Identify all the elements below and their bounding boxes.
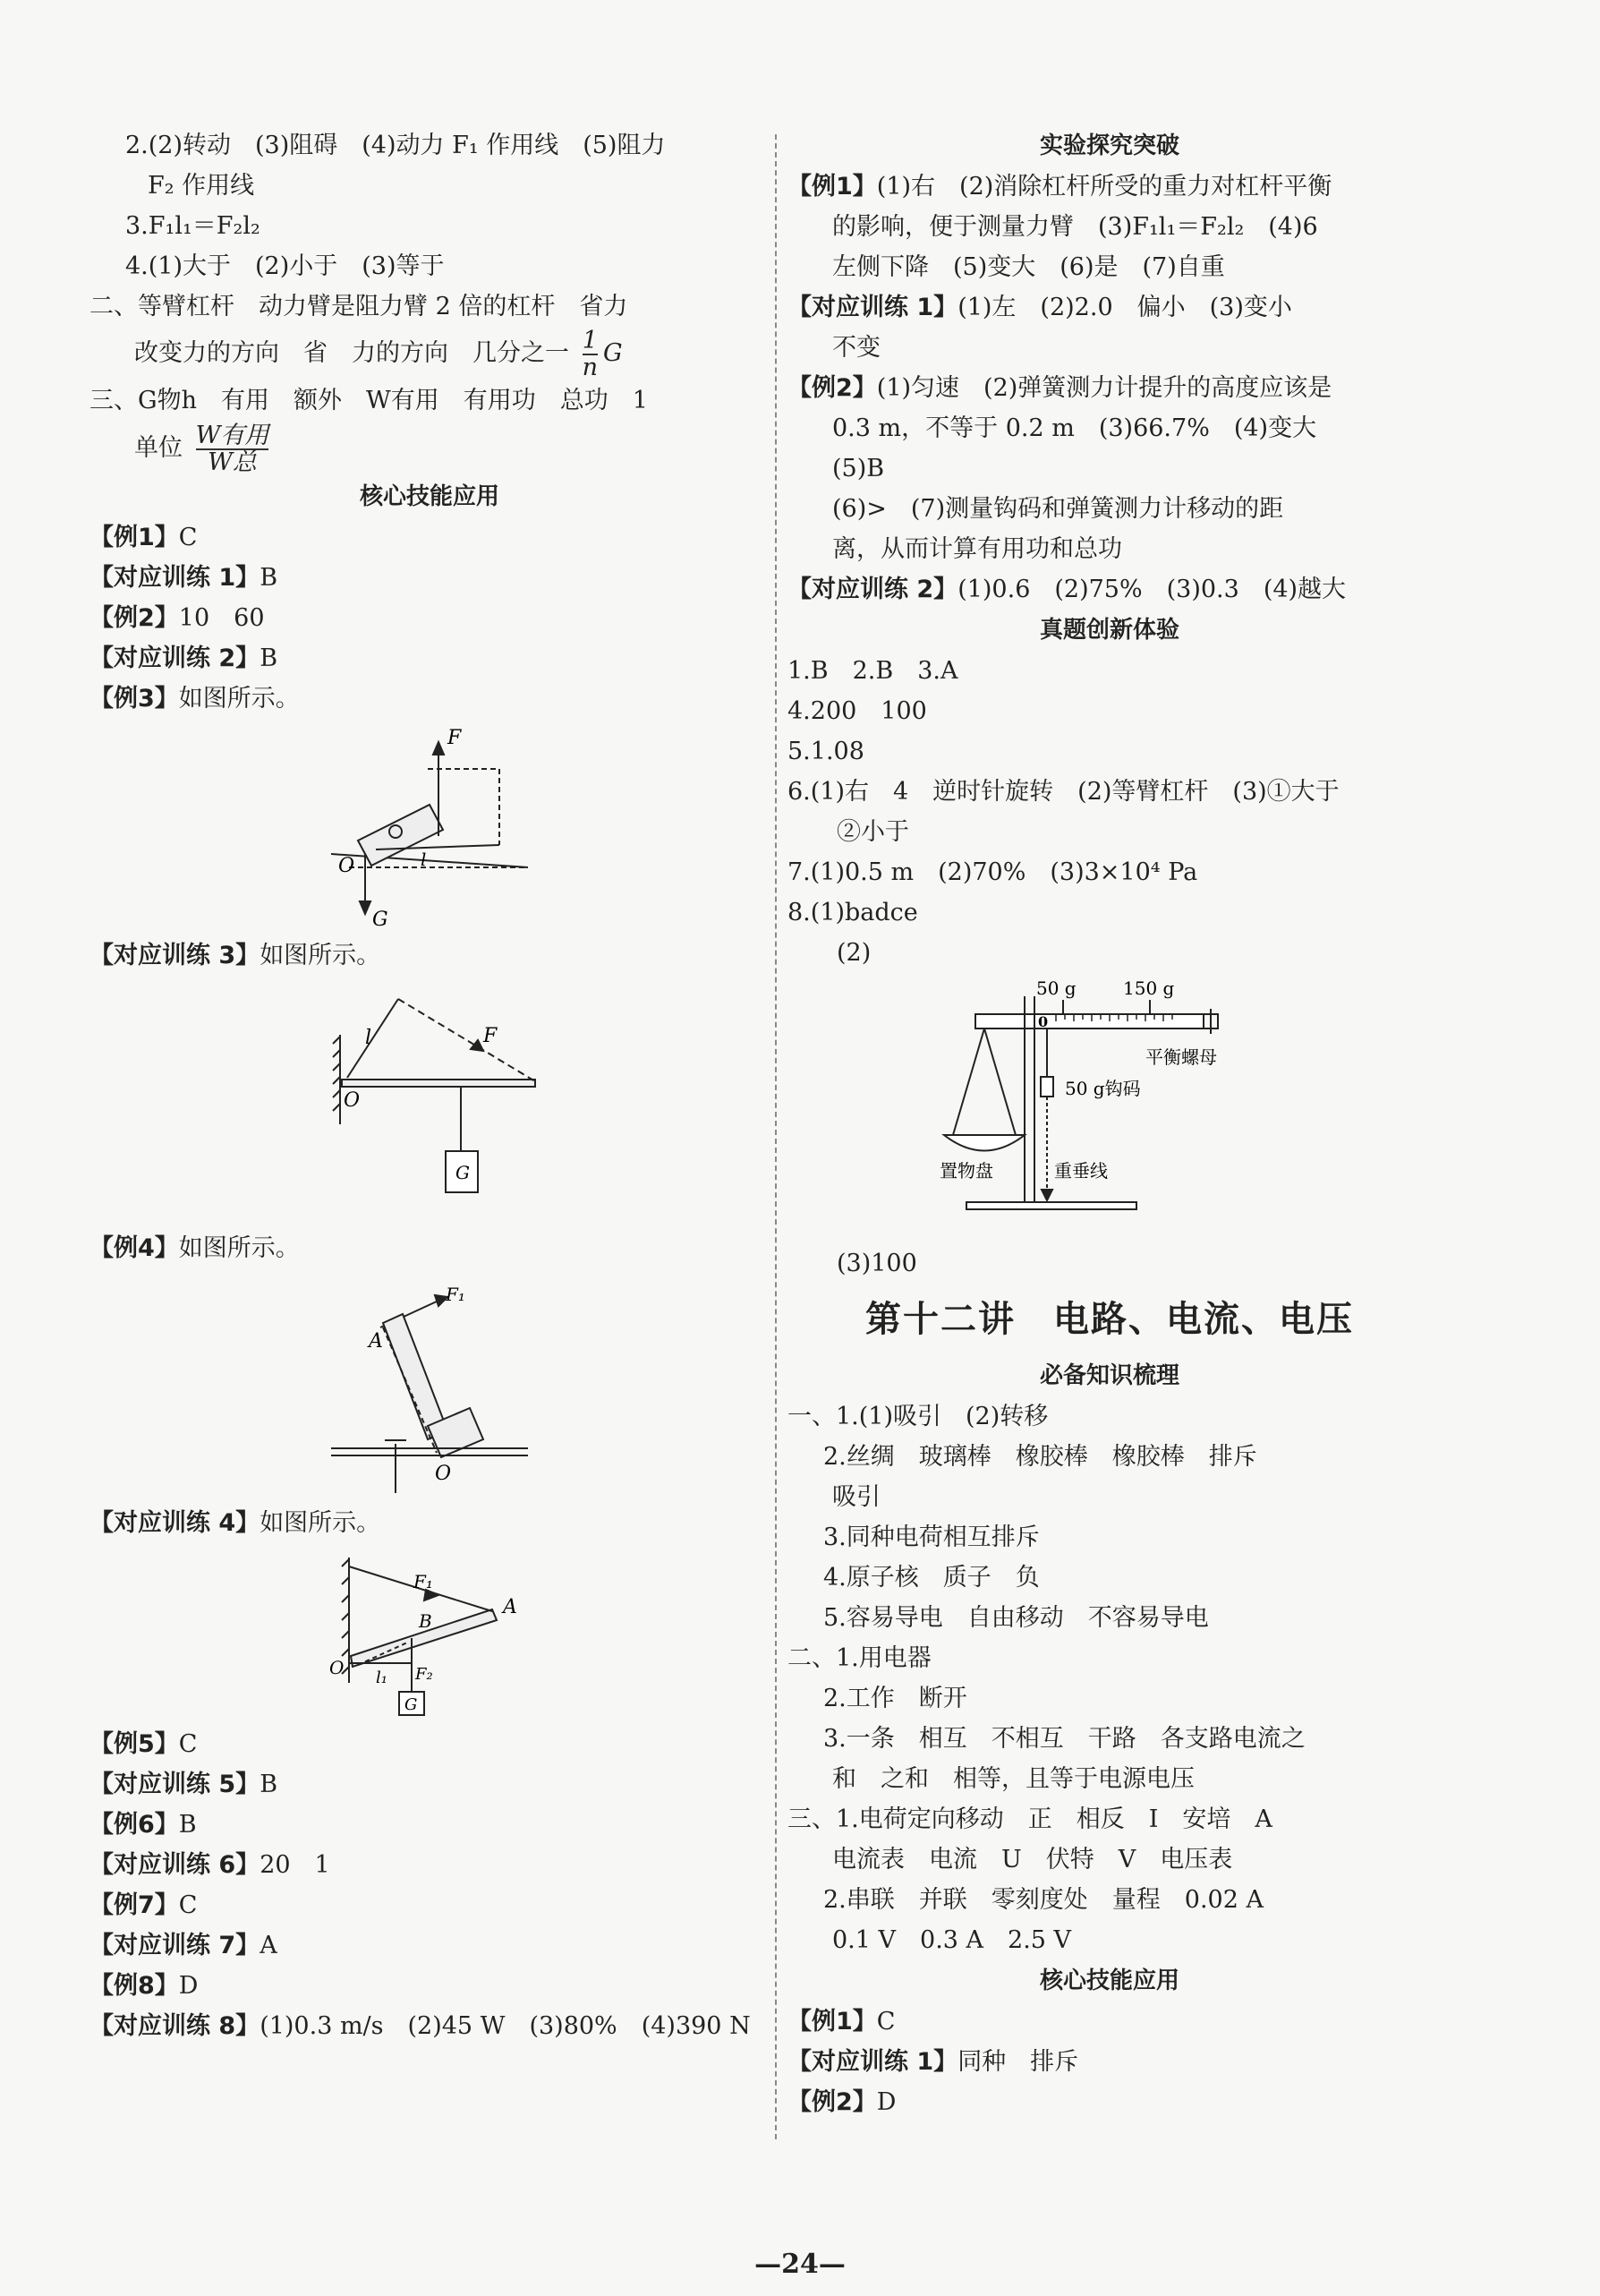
item-tag: 【例3】 — [89, 685, 179, 713]
answer-line: 0.1 V 0.3 A 2.5 V — [832, 1926, 1072, 1954]
answer-line: 二、1.用电器 — [787, 1644, 932, 1672]
answer-line — [89, 1228, 770, 1268]
item-tag: 【例4】 — [89, 1234, 179, 1262]
answer-line: 6.(1)右 4 逆时针旋转 (2)等臂杠杆 (3)①大于 — [787, 778, 1340, 806]
item-tag: 【对应训练 6】 — [89, 1851, 260, 1879]
answer-line — [89, 327, 770, 380]
answer-line — [89, 1805, 770, 1845]
answer-line — [89, 1966, 770, 2006]
answer-line — [89, 598, 770, 638]
item-tag: 【例5】 — [89, 1730, 179, 1758]
answer-line: 7.(1)0.5 m (2)70% (3)3×10⁴ Pa — [787, 858, 1198, 886]
left-column — [89, 125, 770, 2046]
answer-line: (2) — [837, 939, 872, 967]
label-A: A — [369, 1330, 383, 1353]
label-150g: 150 g — [1123, 978, 1175, 999]
label-F1: F₁ — [413, 1571, 433, 1592]
answer-text: A — [260, 1932, 277, 1959]
answer-text: C — [178, 1730, 198, 1758]
label-plumb: 重垂线 — [1054, 1160, 1108, 1182]
answer-line: 8.(1)badce — [787, 899, 918, 926]
answer-line: 的影响，便于测量力臂 (3)F₁l₁＝F₂l₂ (4)6 — [832, 213, 1318, 241]
answer-line: (6)> (7)测量钩码和弹簧测力计移动的距 — [832, 495, 1284, 523]
answer-line: 1.B 2.B 3.A — [787, 657, 958, 685]
answer-line: 3.一条 相互 不相互 干路 各支路电流之 — [823, 1725, 1306, 1753]
answer-text: 10 60 — [178, 604, 265, 632]
section-heading: 真题创新体验 — [1039, 617, 1179, 644]
section-heading: 必备知识梳理 — [1039, 1362, 1179, 1389]
answer-line: 左侧下降 (5)变大 (6)是 (7)自重 — [832, 253, 1225, 281]
label-50g: 50 g — [1036, 978, 1077, 999]
fraction-denominator: W总 — [196, 448, 269, 475]
chapter-title: 第十二讲 电路、电流、电压 — [865, 1298, 1354, 1340]
answer-text: D — [876, 2088, 897, 2116]
answer-line: 2.(2)转动 (3)阻碍 (4)动力 F₁ 作用线 (5)阻力 — [125, 132, 666, 159]
answer-line — [89, 679, 770, 719]
item-tag: 【对应训练 3】 — [89, 942, 260, 969]
label-O: O — [329, 1657, 345, 1678]
label-G: G — [404, 1695, 418, 1714]
fraction-denominator: n — [582, 353, 598, 381]
answer-text: B — [260, 1771, 278, 1798]
answer-text: B — [178, 1811, 197, 1839]
section-heading: 实验探究突破 — [1039, 132, 1179, 159]
answer-line — [89, 421, 770, 476]
item-tag: 【对应训练 8】 — [89, 2012, 260, 2040]
answer-text: B — [260, 644, 278, 672]
answer-line — [89, 1503, 770, 1543]
hammer-figure — [313, 1274, 546, 1498]
answer-text: (1)匀速 (2)弹簧测力计提升的高度应该是 — [876, 374, 1332, 402]
answer-line: (3)100 — [837, 1250, 917, 1277]
answer-line — [89, 1724, 770, 1764]
answer-line: 三、G物h 有用 额外 W有用 有用功 总功 1 — [89, 387, 648, 414]
answer-line: 三、1.电荷定向移动 正 相反 I 安培 A — [787, 1805, 1272, 1833]
answer-text: C — [178, 1891, 198, 1919]
label-zero: 0 — [1038, 1013, 1049, 1030]
answer-line: 2.串联 并联 零刻度处 量程 0.02 A — [823, 1886, 1264, 1914]
page-number: —24— — [754, 2249, 846, 2280]
answer-line: 4.原子核 质子 负 — [823, 1564, 1040, 1592]
label-B: B — [419, 1610, 432, 1632]
lever-figure-2 — [313, 981, 546, 1223]
right-column — [787, 125, 1432, 2122]
answer-line: 2.丝绸 玻璃棒 橡胶棒 橡胶棒 排斥 — [823, 1443, 1257, 1471]
fraction-numerator: 1 — [582, 326, 598, 354]
item-tag: 【例8】 — [89, 1972, 179, 2000]
steelyard-figure — [922, 978, 1298, 1238]
label-pan: 置物盘 — [940, 1160, 993, 1182]
answer-line — [787, 2082, 1432, 2122]
answer-text: G — [602, 339, 623, 367]
item-tag: 【对应训练 2】 — [787, 576, 958, 603]
answer-text: 改变力的方向 省 力的方向 几分之一 — [134, 339, 569, 367]
answer-line — [787, 166, 1432, 207]
item-tag: 【对应训练 5】 — [89, 1771, 260, 1798]
answer-text: B — [260, 564, 278, 592]
answer-line: 5.容易导电 自由移动 不容易导电 — [823, 1604, 1209, 1632]
answer-line — [89, 1845, 770, 1885]
answer-line: F₂ 作用线 — [148, 172, 255, 200]
answer-text: (1)0.3 m/s (2)45 W (3)80% (4)390 N — [260, 2012, 751, 2040]
item-tag: 【对应训练 1】 — [89, 564, 260, 592]
item-tag: 【例1】 — [89, 524, 179, 551]
answer-line — [787, 569, 1432, 610]
answer-text: 单位 — [134, 434, 183, 462]
label-O: O — [344, 1089, 361, 1112]
item-tag: 【对应训练 1】 — [787, 294, 958, 321]
item-tag: 【例2】 — [89, 604, 179, 632]
label-F1: F₁ — [446, 1284, 465, 1305]
answer-line: 3.F₁l₁＝F₂l₂ — [125, 212, 260, 240]
item-tag: 【例1】 — [787, 2008, 877, 2036]
answer-line: 4.(1)大于 (2)小于 (3)等于 — [125, 252, 445, 280]
answer-line — [787, 2002, 1432, 2042]
answer-line: 3.同种电荷相互排斥 — [823, 1524, 1040, 1551]
answer-line: 4.200 100 — [787, 697, 927, 725]
answer-line — [89, 517, 770, 558]
lever-figure-1 — [313, 724, 546, 930]
answer-line — [89, 1885, 770, 1925]
answer-text: D — [178, 1972, 199, 2000]
label-O: O — [435, 1463, 452, 1485]
answer-line: (5)B — [832, 455, 885, 482]
label-nut: 平衡螺母 — [1145, 1046, 1217, 1068]
answer-line — [787, 2042, 1432, 2082]
answer-line — [89, 2006, 770, 2046]
answer-line: 5.1.08 — [787, 738, 864, 765]
label-G: G — [372, 909, 388, 930]
item-tag: 【例2】 — [787, 374, 877, 402]
item-tag: 【例7】 — [89, 1891, 179, 1919]
lever-figure-4 — [313, 1549, 546, 1719]
label-G: G — [455, 1162, 470, 1183]
answer-text: 如图所示。 — [178, 685, 300, 713]
answer-line: 离，从而计算有用功和总功 — [832, 535, 1122, 563]
fraction-numerator: W有用 — [195, 421, 269, 449]
answer-line — [89, 935, 770, 976]
label-l1: l₁ — [376, 1669, 387, 1687]
answer-text: 如图所示。 — [260, 942, 381, 969]
column-divider — [775, 134, 777, 2139]
label-l: l — [365, 1027, 372, 1049]
label-O: O — [338, 855, 355, 877]
answer-line — [787, 368, 1432, 408]
answer-text: C — [178, 524, 198, 551]
section-heading: 核心技能应用 — [359, 483, 499, 510]
answer-text: 如图所示。 — [260, 1509, 381, 1537]
label-l: l — [421, 849, 427, 870]
answer-line: 一、1.(1)吸引 (2)转移 — [787, 1403, 1049, 1430]
item-tag: 【对应训练 4】 — [89, 1509, 260, 1537]
answer-line — [89, 558, 770, 598]
answer-line: 电流表 电流 U 伏特 V 电压表 — [832, 1846, 1233, 1874]
answer-text: (1)0.6 (2)75% (3)0.3 (4)越大 — [957, 576, 1347, 603]
answer-line: 不变 — [832, 334, 881, 362]
answer-text: (1)右 (2)消除杠杆所受的重力对杠杆平衡 — [876, 173, 1332, 201]
item-tag: 【例6】 — [89, 1811, 179, 1839]
item-tag: 【对应训练 7】 — [89, 1932, 260, 1959]
item-tag: 【对应训练 1】 — [787, 2048, 958, 2076]
answer-text: (1)左 (2)2.0 偏小 (3)变小 — [957, 294, 1292, 321]
answer-line: 0.3 m，不等于 0.2 m (3)66.7% (4)变大 — [832, 414, 1317, 442]
item-tag: 【例1】 — [787, 173, 877, 201]
section-heading: 核心技能应用 — [1039, 1967, 1179, 1994]
answer-line: ②小于 — [837, 818, 909, 846]
label-hook: 50 g钩码 — [1065, 1078, 1141, 1099]
item-tag: 【对应训练 2】 — [89, 644, 260, 672]
answer-line — [89, 638, 770, 679]
answer-line: 二、等臂杠杆 动力臂是阻力臂 2 倍的杠杆 省力 — [89, 293, 628, 320]
answer-text: C — [876, 2008, 896, 2036]
label-F2: F₂ — [415, 1665, 433, 1684]
label-F: F — [483, 1025, 498, 1047]
answer-text: 20 1 — [260, 1851, 330, 1879]
answer-line: 吸引 — [832, 1483, 881, 1511]
label-A: A — [503, 1596, 517, 1618]
fraction — [582, 326, 598, 381]
answer-line — [89, 1925, 770, 1966]
answer-line: 2.工作 断开 — [823, 1685, 967, 1712]
label-F: F — [447, 727, 462, 749]
answer-line: 和 之和 相等，且等于电源电压 — [832, 1765, 1195, 1793]
answer-line — [787, 287, 1432, 328]
answer-text: 同种 排斥 — [957, 2048, 1079, 2076]
answer-text: 如图所示。 — [178, 1234, 300, 1262]
fraction — [196, 423, 269, 475]
item-tag: 【例2】 — [787, 2088, 877, 2116]
answer-line — [89, 1764, 770, 1805]
